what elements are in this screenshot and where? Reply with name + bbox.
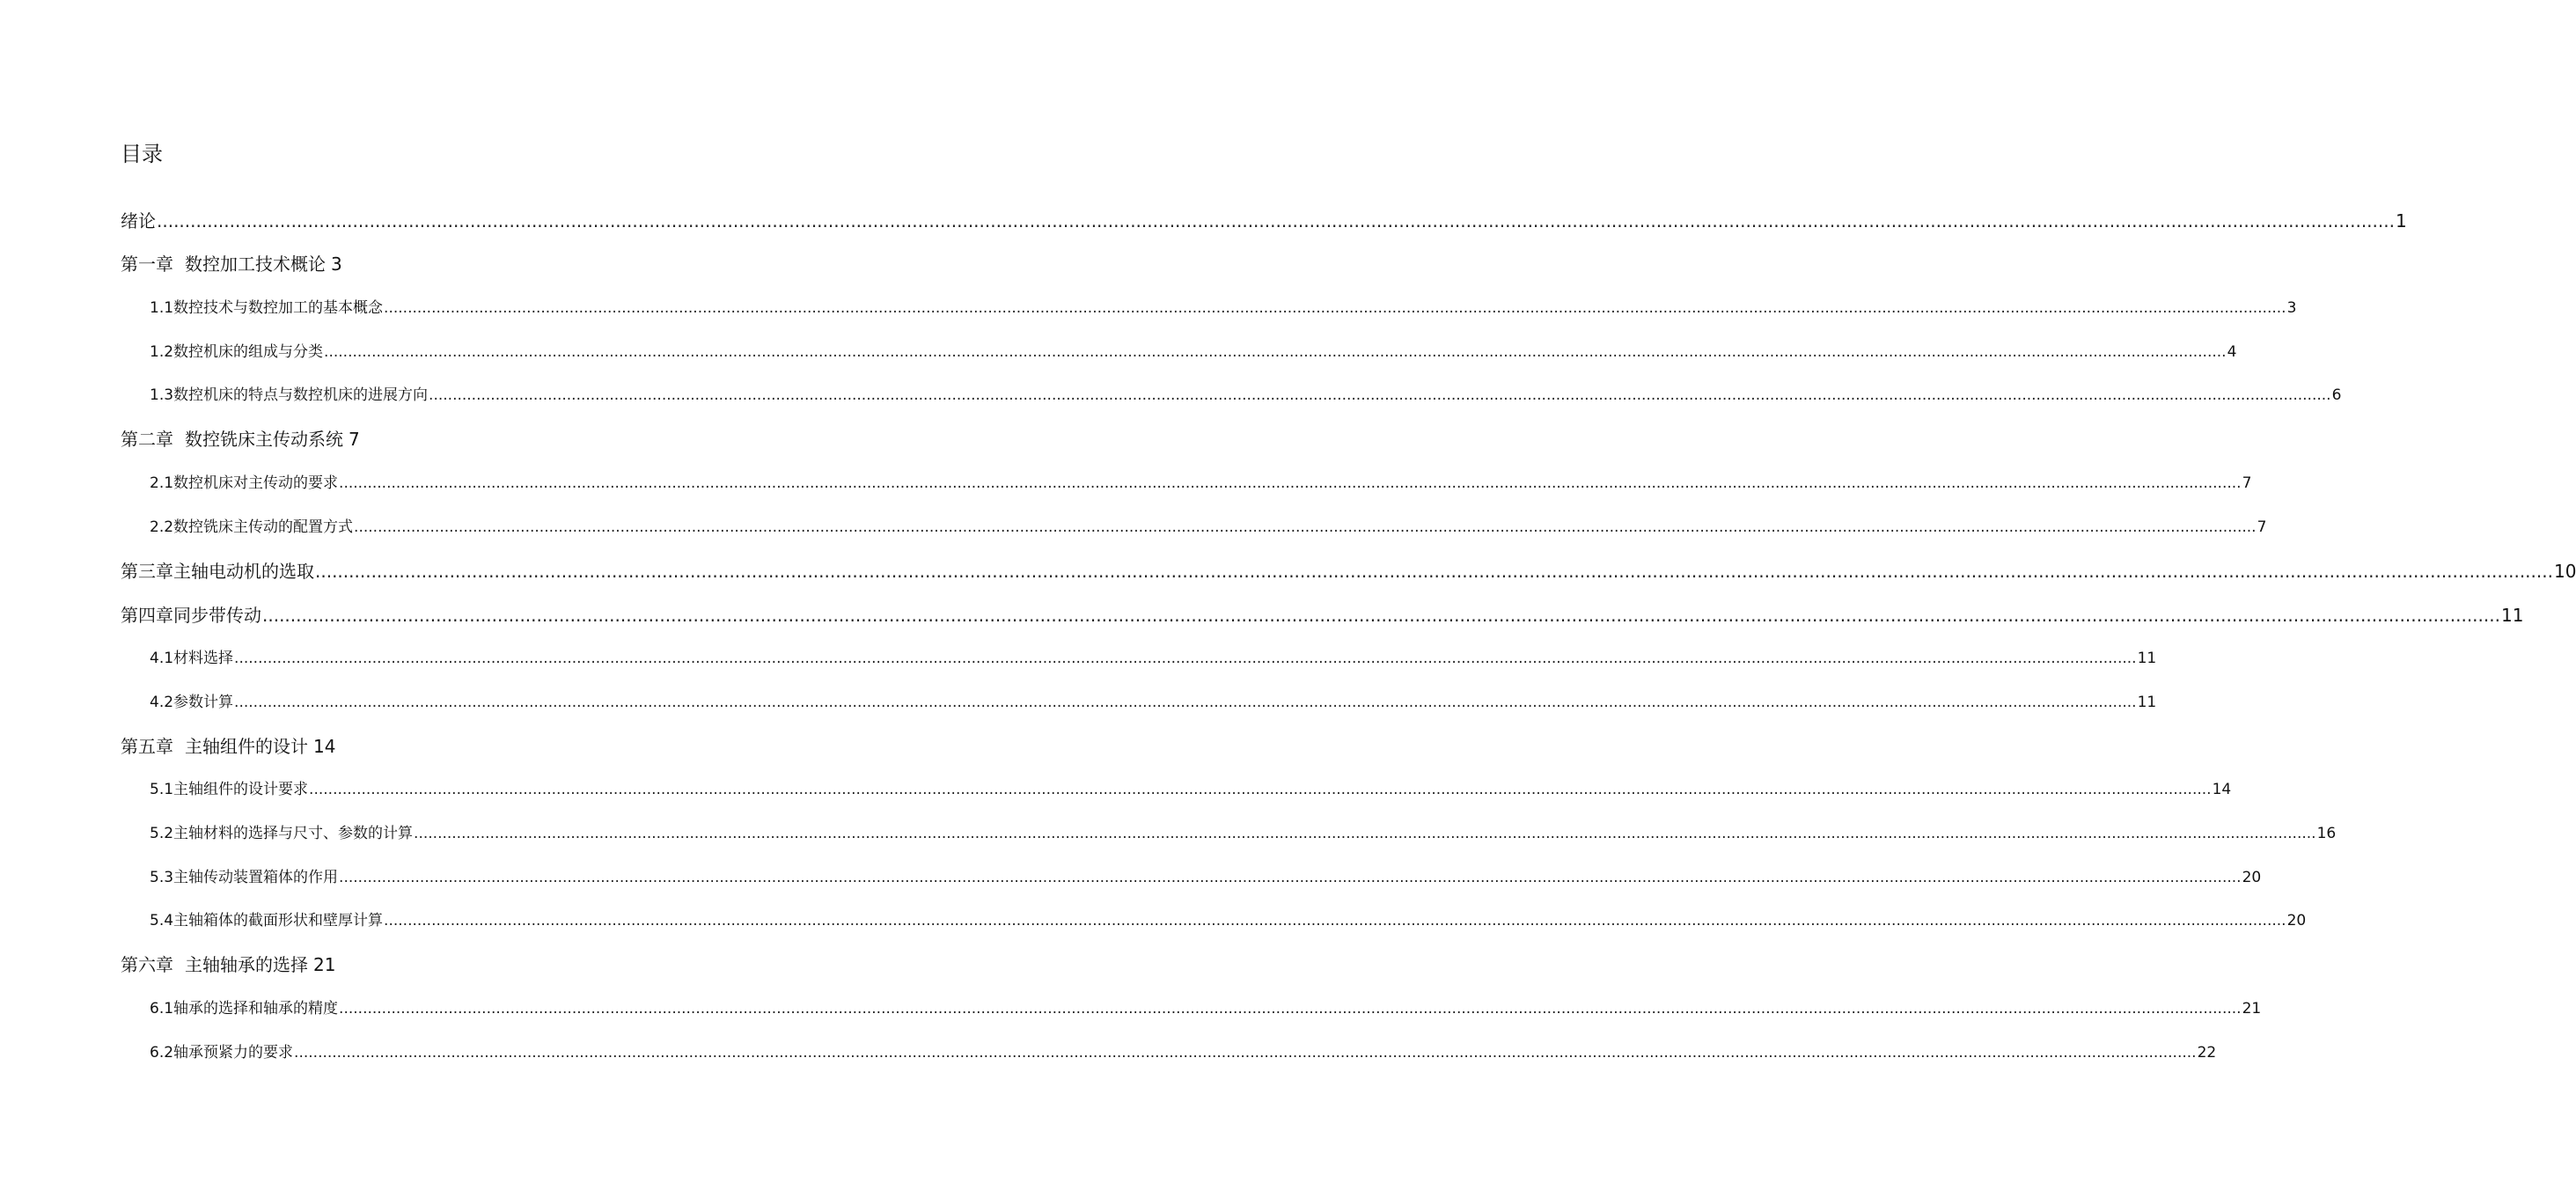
toc-entry[interactable] [121, 603, 2524, 628]
toc-entry-page-number: 11 [2137, 694, 2157, 711]
toc-entry-title: 同步带传动 [173, 605, 261, 626]
toc-entry-title: 主轴组件的设计要求 [173, 781, 309, 798]
toc-entry-title: 数控铣床主传动系统 [185, 429, 343, 450]
toc-entry-page-number: 6 [2331, 386, 2342, 404]
toc-entry[interactable] [121, 734, 335, 759]
toc-entry-number: 1.1 [150, 299, 174, 317]
toc-entry-number: 5.1 [150, 781, 174, 798]
toc-entry-title: 主轴组件的设计 [185, 736, 308, 757]
toc-entry-number: 1.2 [150, 343, 174, 361]
toc-entry[interactable] [150, 1040, 2217, 1065]
toc-entry-number: 4.2 [150, 694, 174, 711]
toc-entry-page-number: 11 [2137, 650, 2157, 667]
toc-entry-number: 6.2 [150, 1044, 174, 1062]
toc-entry[interactable] [150, 996, 2262, 1021]
toc-title: 目录 [121, 142, 163, 166]
toc-entry-number: 1.3 [150, 386, 174, 404]
toc-entry-title: 主轴电动机的选取 [173, 561, 314, 582]
toc-entry-page-number: 14 [313, 736, 336, 757]
toc-dot-leader: ................................................................................................................................................................................................................................................................................................................................................................................................................ [262, 605, 2500, 626]
toc-entry[interactable] [121, 209, 2407, 233]
toc-entry-number: 第四章 [121, 605, 173, 626]
toc-entry-title: 主轴材料的选择与尺寸、参数的计算 [173, 825, 414, 842]
toc-dot-leader: ................................................................................................................................................................................................................................................................................................................................................................................................................ [294, 1044, 2197, 1062]
toc-entry-page-number: 22 [2197, 1044, 2217, 1062]
toc-entry[interactable] [150, 690, 2157, 715]
toc-entry-page-number: 10 [2553, 561, 2576, 582]
toc-entry-title: 主轴箱体的截面形状和壁厚计算 [173, 912, 384, 930]
toc-dot-leader: ................................................................................................................................................................................................................................................................................................................................................................................................................ [234, 694, 2137, 711]
toc-entry-page-number: 3 [331, 254, 342, 275]
toc-entry-title: 材料选择 [173, 650, 234, 667]
toc-dot-leader: ................................................................................................................................................................................................................................................................................................................................................................................................................ [384, 299, 2286, 317]
toc-entry[interactable] [150, 777, 2232, 802]
toc-entry-title: 数控机床的组成与分类 [173, 343, 324, 361]
toc-entry-number: 5.3 [150, 869, 174, 886]
toc-dot-leader: ................................................................................................................................................................................................................................................................................................................................................................................................................ [339, 869, 2242, 886]
toc-entry[interactable] [121, 252, 342, 276]
toc-entry[interactable] [121, 427, 360, 452]
toc-entry[interactable] [121, 559, 2576, 584]
toc-entry-number: 第二章 [121, 429, 173, 450]
toc-dot-leader: ................................................................................................................................................................................................................................................................................................................................................................................................................ [414, 825, 2316, 842]
toc-entry-title: 参数计算 [173, 694, 234, 711]
toc-dot-leader: ................................................................................................................................................................................................................................................................................................................................................................................................................ [339, 1000, 2242, 1018]
toc-dot-leader: ................................................................................................................................................................................................................................................................................................................................................................................................................ [354, 518, 2257, 536]
toc-entry-page-number: 1 [2395, 210, 2407, 231]
toc-entry-page-number: 3 [2286, 299, 2297, 317]
toc-entry-page-number: 20 [2242, 869, 2262, 886]
toc-entry-page-number: 14 [2212, 781, 2232, 798]
toc-entry-title: 绪论 [121, 210, 156, 231]
toc-entry-page-number: 21 [313, 954, 336, 975]
toc-entry[interactable] [121, 952, 335, 977]
toc-entry-page-number: 7 [349, 429, 360, 450]
toc-dot-leader: ................................................................................................................................................................................................................................................................................................................................................................................................................ [309, 781, 2212, 798]
toc-entry-number: 第五章 [121, 736, 173, 757]
toc-dot-leader: ................................................................................................................................................................................................................................................................................................................................................................................................................ [384, 912, 2286, 930]
toc-entry-number: 第三章 [121, 561, 173, 582]
toc-entry-title: 主轴轴承的选择 [185, 954, 308, 975]
toc-entry-title: 主轴传动装置箱体的作用 [173, 869, 339, 886]
toc-entry-page-number: 16 [2316, 825, 2337, 842]
toc-entry[interactable] [150, 383, 2342, 408]
toc-entry-title: 数控机床的特点与数控机床的进展方向 [173, 386, 429, 404]
toc-entry-number: 6.1 [150, 1000, 174, 1018]
toc-entry-number: 第一章 [121, 254, 173, 275]
toc-entry-number: 第六章 [121, 954, 173, 975]
toc-entry[interactable] [150, 821, 2337, 846]
toc-entry[interactable] [150, 908, 2307, 933]
toc-entry-title: 轴承预紧力的要求 [173, 1044, 294, 1062]
toc-entry-number: 5.4 [150, 912, 174, 930]
toc-entry-page-number: 21 [2242, 1000, 2262, 1018]
toc-entry-page-number: 7 [2242, 474, 2252, 492]
toc-entry-title: 轴承的选择和轴承的精度 [173, 1000, 339, 1018]
toc-entry[interactable] [150, 340, 2237, 364]
toc-dot-leader: ................................................................................................................................................................................................................................................................................................................................................................................................................ [315, 561, 2553, 582]
toc-entry-number: 4.1 [150, 650, 174, 667]
toc-entry[interactable] [150, 865, 2262, 890]
toc-dot-leader: ................................................................................................................................................................................................................................................................................................................................................................................................................ [324, 343, 2227, 361]
toc-entry[interactable] [150, 646, 2157, 671]
toc-entry[interactable] [150, 471, 2252, 496]
toc-entry-title: 数控加工技术概论 [185, 254, 326, 275]
toc-entry-page-number: 7 [2257, 518, 2267, 536]
toc-entry-title: 数控铣床主传动的配置方式 [173, 518, 354, 536]
toc-entry-title: 数控技术与数控加工的基本概念 [173, 299, 384, 317]
toc-entry-page-number: 20 [2286, 912, 2307, 930]
toc-entry-number: 2.2 [150, 518, 174, 536]
toc-dot-leader: ................................................................................................................................................................................................................................................................................................................................................................................................................ [339, 474, 2242, 492]
toc-entry-page-number: 4 [2227, 343, 2237, 361]
toc-entry-title: 数控机床对主传动的要求 [173, 474, 339, 492]
toc-dot-leader: ................................................................................................................................................................................................................................................................................................................................................................................................................ [429, 386, 2331, 404]
toc-entry-page-number: 11 [2500, 605, 2524, 626]
toc-dot-leader: ................................................................................................................................................................................................................................................................................................................................................................................................................ [157, 210, 2395, 231]
toc-entry[interactable] [150, 296, 2297, 320]
toc-entry[interactable] [150, 515, 2267, 540]
toc-dot-leader: ................................................................................................................................................................................................................................................................................................................................................................................................................ [234, 650, 2137, 667]
toc-entry-number: 5.2 [150, 825, 174, 842]
toc-entry-number: 2.1 [150, 474, 174, 492]
